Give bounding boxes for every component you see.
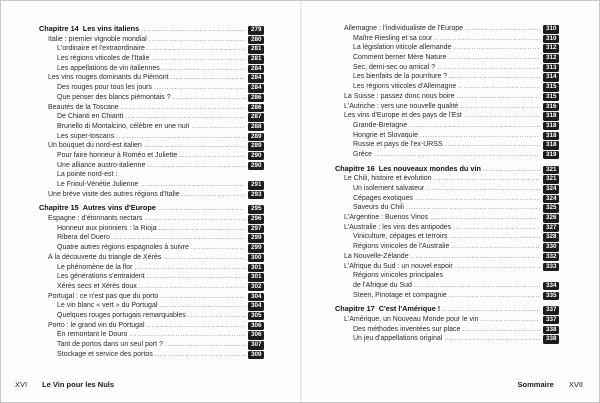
- toc-entry-label: Maître Riesling et sa cour: [353, 34, 433, 42]
- toc-entry-row: [335, 111, 559, 121]
- toc-entry-row: [335, 252, 559, 262]
- footer-right: [518, 380, 583, 389]
- toc-page-number: 299: [248, 234, 264, 243]
- toc-page-number: 334: [543, 282, 559, 291]
- toc-dot-leader: [460, 102, 540, 112]
- toc-dot-leader: [483, 164, 541, 175]
- toc-dot-leader: [464, 111, 541, 121]
- toc-dot-leader: [457, 92, 541, 102]
- toc-dot-leader: [465, 24, 540, 34]
- toc-entry-label: Le Chili, histoire et évolution: [344, 175, 432, 183]
- toc-entry-label: Des méthodes inventées sur place: [353, 325, 461, 333]
- toc-page-number: 290: [248, 152, 264, 161]
- toc-page-number: 306: [248, 322, 264, 331]
- toc-dot-leader: [171, 73, 246, 83]
- toc-dot-leader: [415, 194, 541, 204]
- toc-entry-label: Le phénomène de la flor: [57, 263, 133, 271]
- toc-entry-row: [39, 54, 264, 64]
- toc-entry-row: [39, 340, 264, 350]
- toc-dot-leader: [144, 214, 245, 224]
- toc-dot-leader: [151, 54, 245, 64]
- chapter-number-label: Chapitre 16: [335, 163, 375, 173]
- toc-dot-leader: [449, 291, 541, 301]
- toc-entry-label: L'Australie : les vins des antipodes: [344, 223, 452, 231]
- toc-page-number: 338: [543, 335, 559, 344]
- folio-left: XVI: [15, 380, 28, 389]
- toc-entry-label: Les régions viticoles de l'Italie: [57, 55, 150, 63]
- toc-entry-row: [335, 43, 559, 53]
- toc-entry-row: [39, 73, 264, 83]
- toc-dot-leader: [173, 93, 246, 103]
- toc-entry-label: Les nouveaux mondes du vin: [378, 163, 481, 173]
- toc-page-right: [300, 1, 599, 402]
- toc-page-number: 318: [543, 132, 559, 141]
- toc-entry-row: [39, 301, 264, 311]
- toc-page-number: 290: [248, 162, 264, 171]
- toc-page-number: 296: [248, 215, 264, 224]
- toc-entry-row: [39, 321, 264, 331]
- toc-entry-row: [335, 203, 559, 213]
- toc-entry-row: [39, 112, 264, 122]
- toc-dot-leader: [129, 330, 245, 340]
- toc-page-number: 307: [248, 341, 264, 350]
- toc-dot-leader: [141, 24, 245, 35]
- toc-page-number: 324: [543, 195, 559, 204]
- toc-entry-label: Espagne : d'étonnants nectars: [48, 215, 143, 223]
- toc-dot-leader: [135, 263, 246, 273]
- toc-page-number: 337: [543, 306, 559, 315]
- toc-entry-row: [335, 242, 559, 252]
- toc-dot-leader: [162, 64, 246, 74]
- toc-entry-row: [335, 291, 559, 301]
- toc-entry-row: [39, 151, 264, 161]
- toc-entry-label: Un jeu d'appellations original: [353, 335, 443, 343]
- toc-entry-label: L'Argentine : Buenos Vinos: [344, 214, 429, 222]
- toc-page-left: [1, 1, 300, 402]
- toc-chapter-row: [335, 164, 559, 174]
- toc-dot-leader: [147, 321, 246, 331]
- toc-dot-leader: [147, 272, 246, 282]
- toc-dot-leader: [159, 301, 245, 311]
- toc-dot-leader: [449, 232, 540, 242]
- toc-dot-leader: [165, 340, 246, 350]
- chapter-number-label: Chapitre 14: [39, 24, 79, 33]
- toc-entry-row: [335, 184, 559, 194]
- toc-entry-row: [335, 102, 559, 112]
- toc-entry-row: [335, 72, 559, 82]
- toc-entry-row: [335, 325, 559, 335]
- toc-entry-label: Quelques rouges portugais remarquables: [57, 311, 186, 319]
- toc-entry-row: [39, 132, 264, 142]
- toc-entry-row: [335, 121, 559, 131]
- toc-entry-label: Autres vins d'Europe: [82, 203, 156, 213]
- toc-page-number: 318: [543, 141, 559, 150]
- toc-entry-row: [335, 315, 559, 325]
- toc-entry-label: Des rouges pour tous les jours: [57, 84, 152, 92]
- toc-page-number: 327: [543, 224, 559, 233]
- toc-entry-label: À la découverte du triangle de Xérès: [48, 253, 162, 261]
- toc-page-number: 304: [248, 302, 264, 311]
- toc-entry-label: de l'Afrique du Sud: [353, 281, 412, 289]
- toc-dot-leader: [434, 34, 540, 44]
- toc-entry-label: Les bienfaits de la pourriture ?: [353, 73, 448, 81]
- toc-dot-leader: [426, 184, 540, 194]
- toc-entry-row: [335, 194, 559, 204]
- toc-chapter-row: [335, 304, 559, 314]
- toc-dot-leader: [179, 151, 245, 161]
- toc-entry-label: Un bouquet du nord-est italien: [48, 142, 142, 150]
- toc-entry-row: [39, 263, 264, 273]
- toc-entry-label: Régions vinicoles principales: [353, 272, 443, 280]
- toc-entry-row: [335, 174, 559, 184]
- toc-entry-label: Honneur aux pionniers : la Rioja: [57, 224, 157, 232]
- toc-entry-label: Xérès secs et Xérès doux: [57, 282, 137, 290]
- book-title: Le Vin pour les Nuls: [42, 380, 115, 389]
- toc-page-number: 333: [543, 263, 559, 272]
- toc-entry-label: Une brève visite des autres régions d'Italie: [48, 190, 180, 198]
- toc-entry-label: L'Autriche : vers une nouvelle qualité: [344, 102, 459, 110]
- toc-entry-row: [335, 223, 559, 233]
- footer-section-label: Sommaire: [517, 380, 554, 389]
- toc-page-number: 284: [248, 65, 264, 74]
- toc-dot-leader: [147, 44, 246, 54]
- toc-page-number: 309: [248, 351, 264, 360]
- toc-entry-row: [335, 271, 559, 281]
- toc-page-number: 297: [248, 225, 264, 234]
- toc-page-number: 279: [248, 26, 264, 35]
- toc-entry-label: La Suisse : passez donc nous boire: [344, 92, 455, 100]
- toc-entry-label: Stockage et service des portos: [57, 350, 153, 358]
- toc-entry-row: [39, 35, 264, 45]
- toc-entry-row: [335, 92, 559, 102]
- footer-left: [15, 380, 114, 389]
- toc-entry-label: C'est l'Amérique !: [378, 304, 441, 314]
- toc-dot-leader: [155, 350, 246, 360]
- toc-entry-row: [39, 243, 264, 253]
- toc-entry-label: Les régions viticoles d'Allemagne: [353, 83, 457, 91]
- toc-page-number: 338: [543, 326, 559, 335]
- toc-entry-row: [39, 282, 264, 292]
- toc-entry-row: [335, 281, 559, 291]
- toc-page-number: 291: [248, 181, 264, 190]
- toc-entry-label: De Chianti en Chianti: [57, 113, 124, 121]
- toc-entry-label: L'Afrique du Sud : un nouvel espoir: [344, 262, 453, 270]
- toc-entry-row: [39, 224, 264, 234]
- toc-entry-label: Comment berner Mère Nature: [353, 54, 447, 62]
- toc-dot-leader: [444, 334, 540, 344]
- toc-page-number: 312: [543, 44, 559, 53]
- toc-entry-label: Les vins rouges dominants du Piémont: [48, 74, 169, 82]
- toc-dot-leader: [409, 121, 540, 131]
- toc-dot-leader: [449, 72, 540, 82]
- toc-page-number: 287: [248, 113, 264, 122]
- toc-page-number: 326: [543, 214, 559, 223]
- toc-page-number: 325: [543, 204, 559, 213]
- toc-entry-row: [39, 83, 264, 93]
- toc-entry-label: Hongrie et Slovaquie: [353, 131, 418, 139]
- toc-dot-leader: [144, 141, 246, 151]
- toc-page-number: 300: [248, 254, 264, 263]
- toc-entry-row: [39, 233, 264, 243]
- toc-dot-leader: [453, 223, 540, 233]
- toc-entry-row: [39, 214, 264, 224]
- toc-dot-leader: [163, 253, 245, 263]
- toc-dot-leader: [159, 224, 246, 234]
- toc-page-number: 330: [543, 243, 559, 252]
- toc-dot-leader: [453, 43, 540, 53]
- toc-entry-label: Porto : le grand vin du Portugal: [48, 321, 145, 329]
- toc-page-number: 310: [543, 35, 559, 44]
- toc-entry-row: [335, 53, 559, 63]
- toc-page-number: 281: [248, 55, 264, 64]
- toc-entry-row: [335, 140, 559, 150]
- toc-entry-row: [39, 272, 264, 282]
- toc-page-number: 324: [543, 185, 559, 194]
- toc-page-number: 318: [543, 122, 559, 131]
- toc-entry-row: [39, 44, 264, 54]
- toc-page-number: 304: [248, 293, 264, 302]
- toc-entry-row: [39, 180, 264, 190]
- toc-entry-row: [39, 170, 264, 180]
- toc-dot-leader: [116, 132, 245, 142]
- toc-dot-leader: [121, 103, 246, 113]
- toc-dot-leader: [462, 325, 540, 335]
- toc-page-number: 332: [543, 253, 559, 262]
- toc-dot-leader: [182, 190, 246, 200]
- toc-entry-row: [39, 93, 264, 103]
- toc-page-number: 312: [543, 54, 559, 63]
- chapter-number-label: Chapitre 15: [39, 203, 79, 213]
- toc-dot-leader: [414, 281, 541, 291]
- toc-dot-leader: [139, 282, 246, 292]
- toc-page-number: 293: [248, 191, 264, 200]
- toc-dot-leader: [125, 112, 245, 122]
- toc-entry-label: Cépages exotiques: [353, 194, 413, 202]
- toc-entry-row: [335, 262, 559, 272]
- toc-dot-leader: [191, 122, 245, 132]
- toc-entry-row: [335, 24, 559, 34]
- toc-entry-label: Le vin blanc « vert » du Portugal: [57, 302, 158, 310]
- toc-dot-leader: [430, 213, 540, 223]
- toc-entry-label: Allemagne : l'individualiste de l'Europe: [344, 25, 464, 32]
- toc-entry-row: [39, 161, 264, 171]
- toc-entry-label: Grèce: [353, 150, 373, 158]
- toc-page-number: 335: [543, 292, 559, 301]
- toc-entry-label: Les générations s'entraident: [57, 273, 145, 281]
- toc-entry-row: [335, 34, 559, 44]
- toc-page-number: 284: [248, 84, 264, 93]
- toc-dot-leader: [445, 140, 541, 150]
- toc-dot-leader: [154, 83, 246, 93]
- toc-page-number: 318: [543, 112, 559, 121]
- toc-page-number: 281: [248, 45, 264, 54]
- toc-dot-leader: [448, 53, 540, 63]
- toc-dot-leader: [188, 311, 246, 321]
- toc-dot-leader: [420, 131, 540, 141]
- toc-entry-row: [39, 190, 264, 200]
- toc-dot-leader: [455, 262, 541, 272]
- toc-entry-row: [39, 292, 264, 302]
- toc-entry-row: [335, 82, 559, 92]
- toc-page-number: 316: [543, 103, 559, 112]
- toc-entry-row: [39, 330, 264, 340]
- toc-chapter-row: [39, 24, 264, 34]
- toc-entry-label: Steen, Pinotage et compagnie: [353, 291, 447, 299]
- folio-right: XVII: [568, 380, 583, 389]
- toc-entry-row: [39, 122, 264, 132]
- toc-page-number: 301: [248, 273, 264, 282]
- toc-list-right: [300, 1, 599, 344]
- toc-page-number: 302: [248, 283, 264, 292]
- toc-list-left: [1, 1, 300, 359]
- toc-dot-leader: [158, 203, 246, 214]
- toc-entry-label: Beautés de la Toscane: [48, 103, 119, 111]
- toc-entry-label: Italie : premier vignoble mondial: [48, 35, 147, 43]
- toc-entry-row: [39, 103, 264, 113]
- toc-dot-leader: [191, 243, 246, 253]
- toc-dot-leader: [140, 180, 245, 190]
- toc-page-number: 288: [248, 123, 264, 132]
- toc-page-number: 328: [543, 233, 559, 242]
- toc-dot-leader: [147, 161, 245, 171]
- toc-entry-label: Les vins d'Europe et des pays de l'Est: [344, 112, 462, 120]
- toc-entry-label: Brunello di Montalcino, célèbre en une nuit: [57, 122, 190, 130]
- toc-entry-row: [335, 131, 559, 141]
- toc-dot-leader: [406, 203, 541, 213]
- toc-entry-label: Saveurs du Chili: [353, 204, 404, 212]
- toc-entry-label: Les appellations de vin italiennes: [57, 64, 160, 72]
- toc-dot-leader: [451, 242, 540, 252]
- toc-page-number: 314: [543, 73, 559, 82]
- toc-entry-row: [39, 253, 264, 263]
- toc-entry-label: Le Frioul-Vénétie Julienne: [57, 181, 139, 188]
- toc-dot-leader: [458, 82, 540, 92]
- toc-entry-label: Grande-Bretagne: [353, 121, 408, 129]
- toc-entry-label: Quatre autres régions espagnoles à suivre: [57, 244, 189, 252]
- toc-entry-label: La Nouvelle-Zélande: [344, 252, 409, 260]
- toc-entry-label: Que penser des blancs piémontais ?: [57, 93, 171, 101]
- toc-page-number: 286: [248, 94, 264, 103]
- toc-entry-label: La pointe nord-est :: [57, 171, 118, 179]
- toc-entry-label: Russie et pays de l'ex-URSS: [353, 141, 443, 149]
- toc-entry-label: En remontant le Douro: [57, 331, 128, 339]
- toc-entry-row: [335, 63, 559, 73]
- toc-page-number: 315: [543, 93, 559, 102]
- toc-dot-leader: [160, 292, 245, 302]
- toc-entry-label: L'Amérique, un Nouveau Monde pour le vin: [344, 315, 479, 323]
- toc-page-number: 337: [543, 316, 559, 325]
- toc-entry-label: Régions vinicoles de l'Australie: [353, 243, 450, 251]
- toc-page-number: 280: [248, 36, 264, 45]
- toc-entry-row: [39, 64, 264, 74]
- page-gutter: [300, 1, 302, 402]
- toc-dot-leader: [112, 233, 246, 243]
- toc-entry-label: Tant de portos dans un seul port ?: [57, 341, 163, 348]
- toc-page-number: 284: [248, 74, 264, 83]
- toc-entry-label: Les vins italiens: [82, 24, 140, 33]
- toc-dot-leader: [437, 63, 540, 73]
- toc-entry-label: Les super-toscans: [57, 132, 115, 140]
- toc-entry-label: Portugal : ce n'est pas que du porto: [48, 292, 159, 300]
- toc-page-number: 305: [248, 312, 264, 321]
- toc-page-number: 315: [543, 83, 559, 92]
- toc-page-number: 286: [248, 104, 264, 113]
- toc-entry-label: Viniculture, cépages et terroirs: [353, 233, 448, 241]
- toc-entry-label: Une alliance austro-italienne: [57, 161, 146, 169]
- toc-page-number: 289: [248, 142, 264, 151]
- toc-dot-leader: [434, 174, 541, 184]
- toc-entry-label: Pour faire honneur à Roméo et Juliette: [57, 151, 178, 159]
- toc-page-number: 306: [248, 331, 264, 340]
- toc-page-number: 319: [543, 151, 559, 160]
- toc-page-number: 295: [248, 205, 264, 214]
- toc-dot-leader: [374, 150, 540, 160]
- toc-page-number: 310: [543, 25, 559, 34]
- toc-entry-label: Ribera del Duero: [57, 234, 110, 242]
- toc-entry-label: L'ordinaire et l'extraordinaire: [57, 45, 145, 53]
- toc-entry-label: Un isolement salvateur: [353, 185, 425, 192]
- toc-entry-label: La législation viticole allemande: [353, 44, 452, 52]
- toc-chapter-row: [39, 203, 264, 213]
- toc-entry-label: Sec, demi-sec ou amical ?: [353, 63, 436, 71]
- toc-dot-leader: [411, 252, 541, 262]
- toc-dot-leader: [480, 315, 540, 325]
- toc-entry-row: [39, 350, 264, 360]
- toc-entry-row: [335, 232, 559, 242]
- toc-entry-row: [335, 334, 559, 344]
- toc-page-number: 301: [248, 264, 264, 273]
- chapter-number-label: Chapitre 17: [335, 304, 375, 314]
- toc-dot-leader: [442, 304, 540, 315]
- toc-page-number: 289: [248, 133, 264, 142]
- toc-entry-row: [335, 213, 559, 223]
- toc-dot-leader: [149, 35, 246, 45]
- toc-page-number: 299: [248, 244, 264, 253]
- toc-page-number: 321: [543, 166, 559, 175]
- toc-page-number: 321: [543, 175, 559, 184]
- toc-page-number: 313: [543, 64, 559, 73]
- toc-entry-row: [39, 311, 264, 321]
- toc-entry-row: [335, 150, 559, 160]
- toc-entry-row: [39, 141, 264, 151]
